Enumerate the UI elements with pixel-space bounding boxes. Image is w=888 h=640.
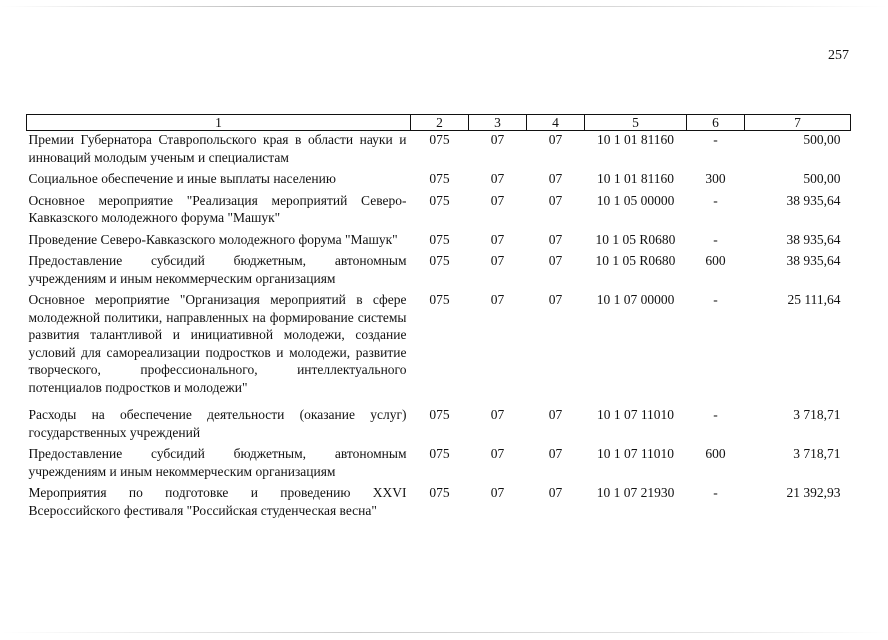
header-col-4: 4 bbox=[527, 115, 585, 131]
scan-edge-bottom bbox=[0, 632, 888, 633]
row-section: 07 bbox=[490, 292, 505, 307]
row-target: 10 1 05 R0680 bbox=[595, 253, 676, 268]
row-ministry: 075 bbox=[429, 485, 450, 500]
budget-table bbox=[26, 114, 851, 519]
header-col-1: 1 bbox=[27, 115, 411, 131]
row-ministry: 075 bbox=[429, 231, 450, 247]
table-row bbox=[27, 131, 851, 167]
row-expense-type: - bbox=[713, 231, 718, 247]
table-row bbox=[27, 188, 851, 227]
header-col-6: 6 bbox=[687, 115, 745, 131]
row-target: 10 1 07 11010 bbox=[596, 407, 675, 422]
row-subsection: 07 bbox=[548, 132, 563, 147]
row-subsection: 07 bbox=[548, 192, 563, 208]
row-ministry: 075 bbox=[429, 446, 450, 461]
row-section: 07 bbox=[490, 231, 505, 247]
table-row bbox=[27, 287, 851, 396]
row-ministry: 075 bbox=[429, 407, 450, 422]
table-body bbox=[27, 131, 851, 520]
row-expense-type: - bbox=[713, 132, 718, 147]
row-ministry: 075 bbox=[429, 171, 450, 186]
row-expense-type: - bbox=[713, 407, 718, 422]
row-section: 07 bbox=[490, 132, 505, 147]
row-section: 07 bbox=[490, 446, 505, 461]
row-amount: 500,00 bbox=[803, 171, 841, 186]
row-section: 07 bbox=[490, 407, 505, 422]
header-col-7: 7 bbox=[745, 115, 851, 131]
row-subsection: 07 bbox=[548, 292, 563, 307]
row-name: Расходы на обеспечение деятельности (оказание услуг) государственных учреждений bbox=[28, 407, 407, 440]
row-ministry: 075 bbox=[429, 253, 450, 268]
row-expense-type: - bbox=[713, 485, 718, 500]
row-subsection: 07 bbox=[548, 446, 563, 461]
row-name: Социальное обеспечение и иные выплаты населению bbox=[28, 171, 336, 186]
header-col-3: 3 bbox=[469, 115, 527, 131]
header-col-5: 5 bbox=[585, 115, 687, 131]
row-name: Премии Губернатора Ставропольского края в области науки и инноваций молодым ученым и специалистам bbox=[28, 132, 407, 165]
row-ministry: 075 bbox=[429, 292, 450, 307]
row-expense-type: 600 bbox=[705, 446, 726, 461]
row-name: Предоставление субсидий бюджетным, автономным учреждениям и иным некоммерческим организациям bbox=[28, 253, 407, 286]
row-name: Проведение Северо-Кавказского молодежного форума "Машук" bbox=[28, 231, 398, 247]
row-section: 07 bbox=[490, 485, 505, 500]
row-amount: 3 718,71 bbox=[793, 407, 841, 422]
row-subsection: 07 bbox=[548, 231, 563, 247]
table-row bbox=[27, 248, 851, 287]
table-row bbox=[27, 441, 851, 480]
row-amount: 38 935,64 bbox=[786, 253, 841, 268]
row-name: Мероприятия по подготовке и проведению XXVI Всероссийского фестиваля "Российская студенческая весна" bbox=[28, 485, 407, 518]
row-section: 07 bbox=[490, 171, 505, 186]
row-expense-type: - bbox=[713, 192, 718, 208]
table-row bbox=[27, 396, 851, 441]
row-section: 07 bbox=[490, 253, 505, 268]
row-target: 10 1 01 81160 bbox=[596, 171, 675, 186]
row-target: 10 1 07 00000 bbox=[596, 292, 675, 307]
page-number: 257 bbox=[828, 48, 849, 63]
row-amount: 25 111,64 bbox=[787, 292, 841, 307]
scan-edge-top bbox=[0, 6, 888, 7]
row-name: Предоставление субсидий бюджетным, автономным учреждениям и иным некоммерческим организациям bbox=[28, 446, 407, 479]
header-row bbox=[27, 115, 851, 131]
row-expense-type: - bbox=[713, 292, 718, 307]
row-expense-type: 600 bbox=[705, 253, 726, 268]
table-row bbox=[27, 480, 851, 519]
row-amount: 500,00 bbox=[803, 132, 841, 147]
row-target: 10 1 07 21930 bbox=[596, 485, 675, 500]
row-ministry: 075 bbox=[429, 192, 450, 208]
row-target: 10 1 01 81160 bbox=[596, 132, 675, 147]
table-header bbox=[27, 115, 851, 131]
row-name: Основное мероприятие "Организация мероприятий в сфере молодежной политики, направленных на формирование системы развития талантливой и инициативной молодежи, создание условий для самореализации подростков и молодежи, развитие творческого, профессионального, интеллектуального потенциалов подростков и молодежи" bbox=[28, 292, 407, 395]
row-target: 10 1 05 00000 bbox=[596, 192, 675, 208]
row-subsection: 07 bbox=[548, 171, 563, 186]
row-amount: 21 392,93 bbox=[786, 485, 841, 500]
row-amount: 38 935,64 bbox=[786, 192, 841, 208]
row-ministry: 075 bbox=[429, 132, 450, 147]
row-name: Основное мероприятие "Реализация мероприятий Северо-Кавказского молодежного форума "Машук" bbox=[28, 192, 407, 225]
table-row bbox=[27, 227, 851, 249]
header-col-2: 2 bbox=[411, 115, 469, 131]
row-target: 10 1 05 R0680 bbox=[595, 231, 676, 247]
row-amount: 38 935,64 bbox=[786, 231, 841, 247]
row-subsection: 07 bbox=[548, 485, 563, 500]
row-expense-type: 300 bbox=[705, 171, 726, 186]
table-row bbox=[27, 166, 851, 188]
row-section: 07 bbox=[490, 192, 505, 208]
row-amount: 3 718,71 bbox=[793, 446, 841, 461]
row-subsection: 07 bbox=[548, 253, 563, 268]
row-subsection: 07 bbox=[548, 407, 563, 422]
row-target: 10 1 07 11010 bbox=[596, 446, 675, 461]
